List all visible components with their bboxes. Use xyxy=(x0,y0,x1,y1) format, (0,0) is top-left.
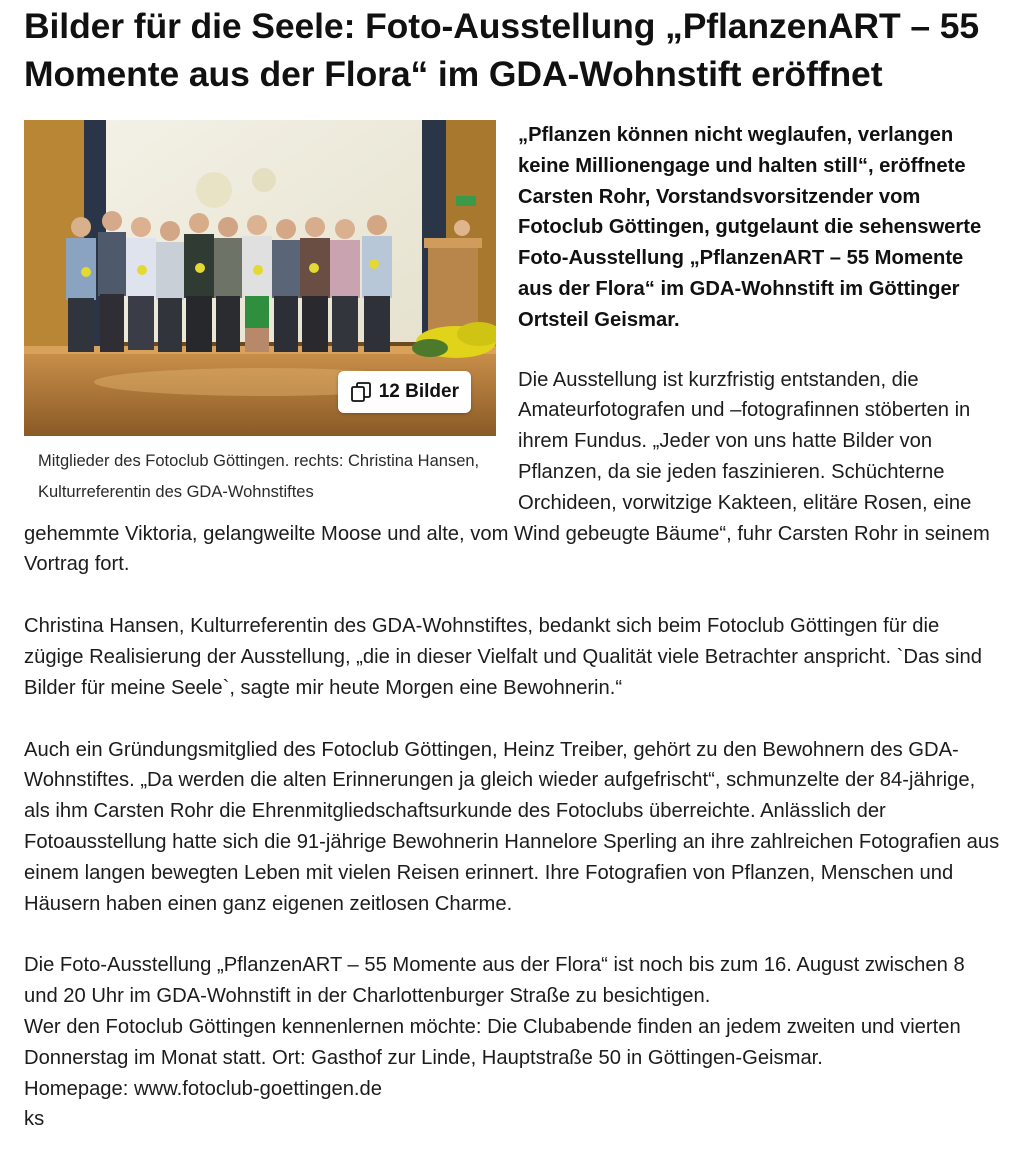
gallery-badge[interactable] xyxy=(338,371,471,413)
article-body xyxy=(24,120,1000,1135)
gallery-copy-icon xyxy=(350,381,372,403)
article-paragraph: Die Ausstellung ist kurzfristig entstanden, die Amateurfotografen und –fotografinnen stöberten in ihrem Fundus. „Jeder von uns hatte Bilder von Pflanzen, da sie jeden faszinieren. Schüchterne Orchideen, vorwitzige Kakteen, elitäre Rosen, eine gehemmte Viktoria, gelangweilte Moose und alte, vom Wind gebeugte Bäume“, fuhr Carsten Rohr in seinem Vortrag fort. xyxy=(24,368,990,576)
gallery-badge-label: 12 Bilder xyxy=(378,380,459,402)
figure-caption: Mitglieder des Fotoclub Göttingen. rechts: Christina Hansen, Kulturreferentin des GDA-Wohnstiftes xyxy=(38,452,480,501)
article-figure xyxy=(24,120,496,507)
author-initials: ks xyxy=(24,1108,45,1131)
exhibition-info: Die Foto-Ausstellung „PflanzenART – 55 Momente aus der Flora“ ist noch bis zum 16. August zwischen 8 und 20 Uhr im GDA-Wohnstift in der Charlottenburger Straße zu besichtigen. xyxy=(24,954,965,1008)
article-paragraph: Christina Hansen, Kulturreferentin des GDA-Wohnstiftes, bedankt sich beim Fotoclub Göttingen für die zügige Realisierung der Ausstellung, „die in dieser Vielfalt und Qualität viele Betrachter anspricht. `Das sind Bilder für meine Seele`, sagte mir heute Morgen eine Bewohnerin.“ xyxy=(24,615,982,699)
club-info: Wer den Fotoclub Göttingen kennenlernen möchte: Die Clubabende finden an jedem zweiten und vierten Donnerstag im Monat statt. Ort: Gasthof zur Linde, Hauptstraße 50 in Göttingen-Geismar. xyxy=(24,1015,961,1069)
gallery-photo-button[interactable] xyxy=(24,120,496,436)
article-headline: Bilder für die Seele: Foto-Ausstellung „PflanzenART – 55 Momente aus der Flora“ im GDA-Wohnstift eröffnet xyxy=(24,6,980,94)
homepage-line: Homepage: www.fotoclub-goettingen.de xyxy=(24,1077,382,1100)
article-lead: „Pflanzen können nicht weglaufen, verlangen keine Millionengage und halten still“, eröffnete Carsten Rohr, Vorstandsvorsitzender vom Fotoclub Göttingen, gutgelaunt die sehenswerte Foto-Ausstellung „PflanzenART – 55 Momente aus der Flora“ im GDA-Wohnstift im Göttinger Ortsteil Geismar. xyxy=(518,124,982,331)
article-paragraph: Auch ein Gründungsmitglied des Fotoclub Göttingen, Heinz Treiber, gehört zu den Bewohnern des GDA-Wohnstiftes. „Da werden die alten Erinnerungen ja gleich wieder aufgefrischt“, schmunzelte der 84-jährige, als ihm Carsten Rohr die Ehrenmitgliedschaftsurkunde des Fotoclubs überreichte. Anlässlich der Fotoausstellung hatte sich die 91-jährige Bewohnerin Hannelore Sperling an ihre zahlreichen Fotografien aus einem langen bewegten Leben mit vielen Reisen erinnert. Ihre Fotografien von Pflanzen, Menschen und Häusern haben einen ganz eigenen zeitlosen Charme. xyxy=(24,738,1000,915)
